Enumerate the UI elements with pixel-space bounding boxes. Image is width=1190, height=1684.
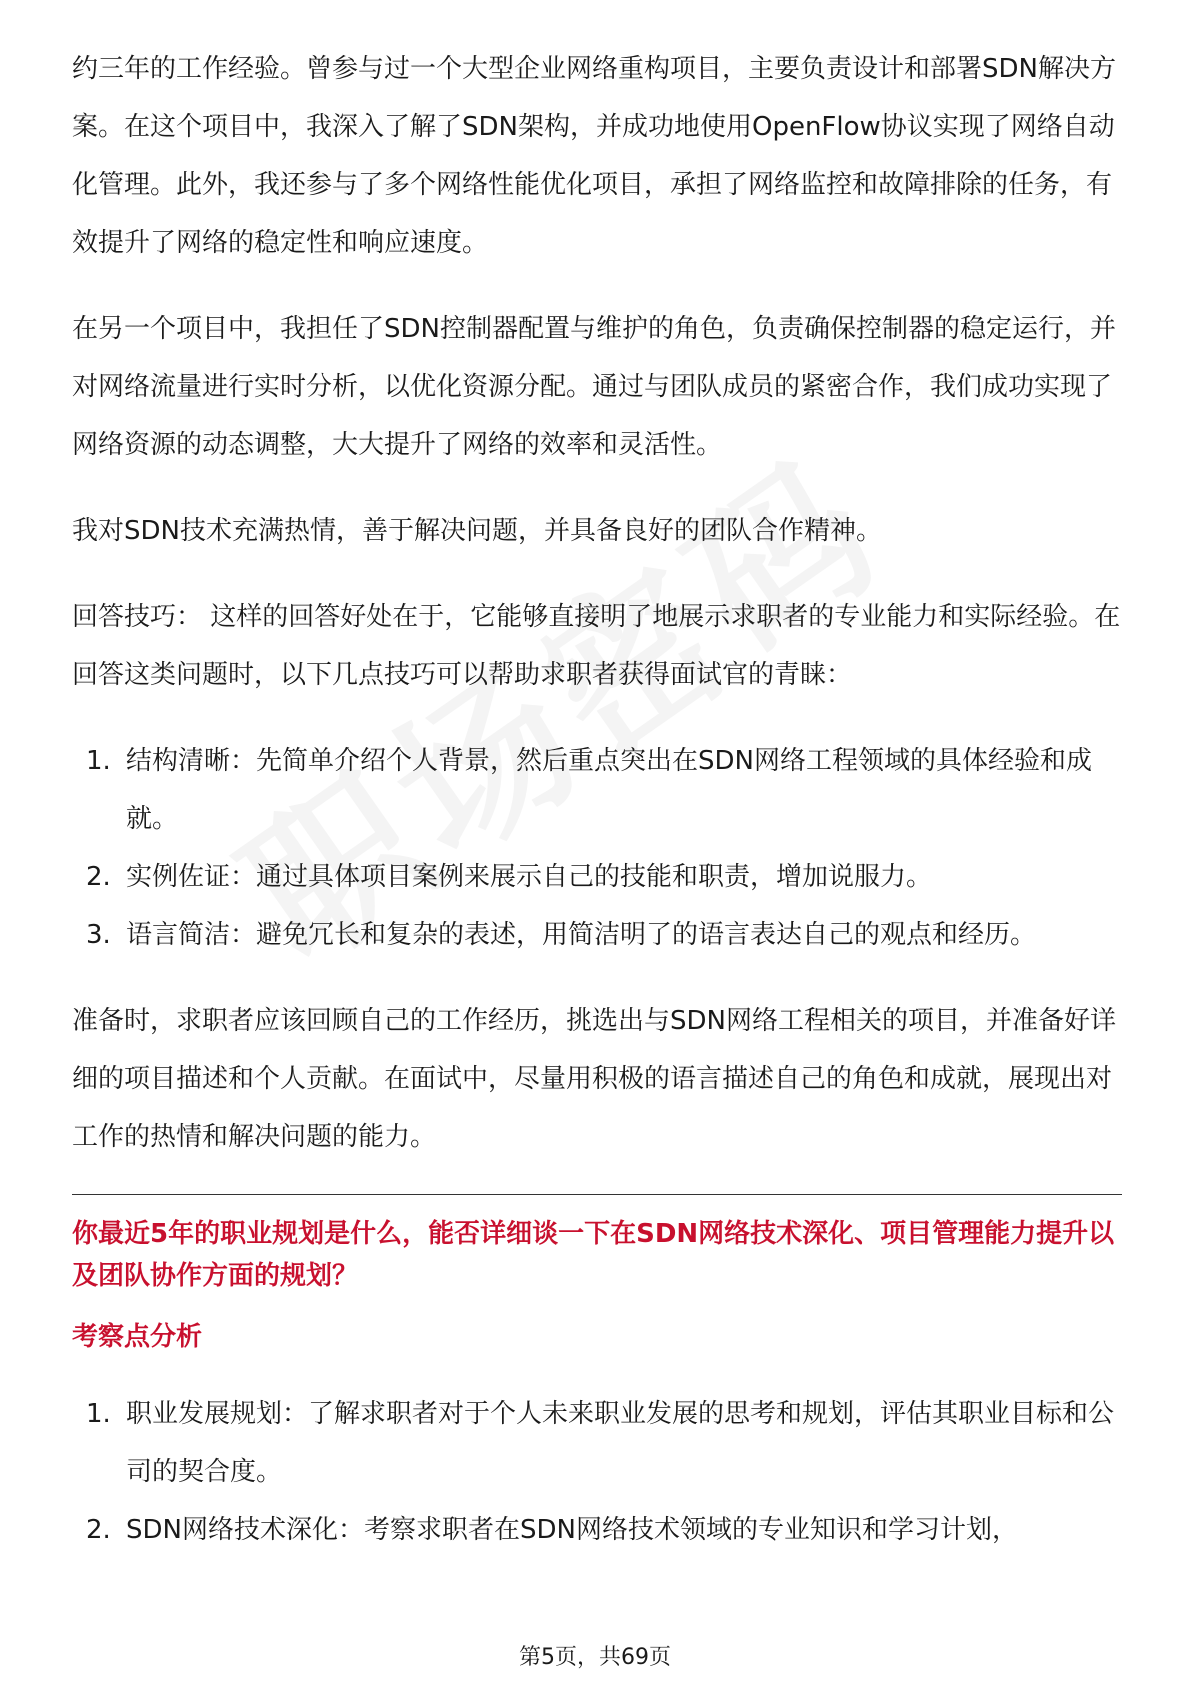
- list-item: [72, 1501, 1122, 1559]
- analysis-list: [72, 1385, 1122, 1559]
- list-number: 2.: [86, 1515, 111, 1545]
- paragraph-answer-tips: 回答技巧： 这样的回答好处在于，它能够直接明了地展示求职者的专业能力和实际经验。在回答这类问题时，以下几点技巧可以帮助求职者获得面试官的青睐：: [72, 602, 1121, 690]
- list-number: 1.: [86, 1399, 111, 1429]
- section-divider: [72, 1194, 1122, 1195]
- list-item-text: 实例佐证：通过具体项目案例来展示自己的技能和职责，增加说服力。: [126, 862, 933, 892]
- paragraph-preparation: 准备时，求职者应该回顾自己的工作经历，挑选出与SDN网络工程相关的项目，并准备好详细的项目描述和个人贡献。在面试中，尽量用积极的语言描述自己的角色和成就，展现出对工作的热情和解决问题的能力。: [72, 1006, 1116, 1152]
- page-number-footer: 第5页，共69页: [519, 1645, 671, 1670]
- analysis-subheading: 考察点分析: [72, 1322, 203, 1352]
- list-item-text: 结构清晰：先简单介绍个人背景，然后重点突出在SDN网络工程领域的具体经验和成就。: [126, 746, 1092, 834]
- paragraph-passion: 我对SDN技术充满热情，善于解决问题，并具备良好的团队合作精神。: [72, 516, 882, 546]
- list-item: [72, 732, 1122, 848]
- list-item-text: SDN网络技术深化：考察求职者在SDN网络技术领域的专业知识和学习计划，: [126, 1515, 1018, 1545]
- content-area: [72, 40, 1122, 1587]
- paragraph-experience: 约三年的工作经验。曾参与过一个大型企业网络重构项目，主要负责设计和部署SDN解决方案。在这个项目中，我深入了解了SDN架构，并成功地使用OpenFlow协议实现了网络自动化管理。此外，我还参与了多个网络性能优化项目，承担了网络监控和故障排除的任务，有效提升了网络的稳定性和响应速度。: [72, 54, 1116, 258]
- list-number: 1.: [86, 746, 111, 776]
- list-item: [72, 848, 1122, 906]
- paragraph-controller-project: 在另一个项目中，我担任了SDN控制器配置与维护的角色，负责确保控制器的稳定运行，并对网络流量进行实时分析，以优化资源分配。通过与团队成员的紧密合作，我们成功实现了网络资源的动态调整，大大提升了网络的效率和灵活性。: [72, 314, 1116, 460]
- list-number: 2.: [86, 862, 111, 892]
- list-item: [72, 906, 1122, 964]
- list-number: 3.: [86, 920, 111, 950]
- list-item: [72, 1385, 1122, 1501]
- list-item-text: 职业发展规划：了解求职者对于个人未来职业发展的思考和规划，评估其职业目标和公司的契合度。: [126, 1399, 1115, 1487]
- question-heading: 你最近5年的职业规划是什么，能否详细谈一下在SDN网络技术深化、项目管理能力提升以及团队协作方面的规划？: [72, 1219, 1115, 1291]
- list-item-text: 语言简洁：避免冗长和复杂的表述，用简洁明了的语言表达自己的观点和经历。: [126, 920, 1037, 950]
- tips-list: [72, 732, 1122, 964]
